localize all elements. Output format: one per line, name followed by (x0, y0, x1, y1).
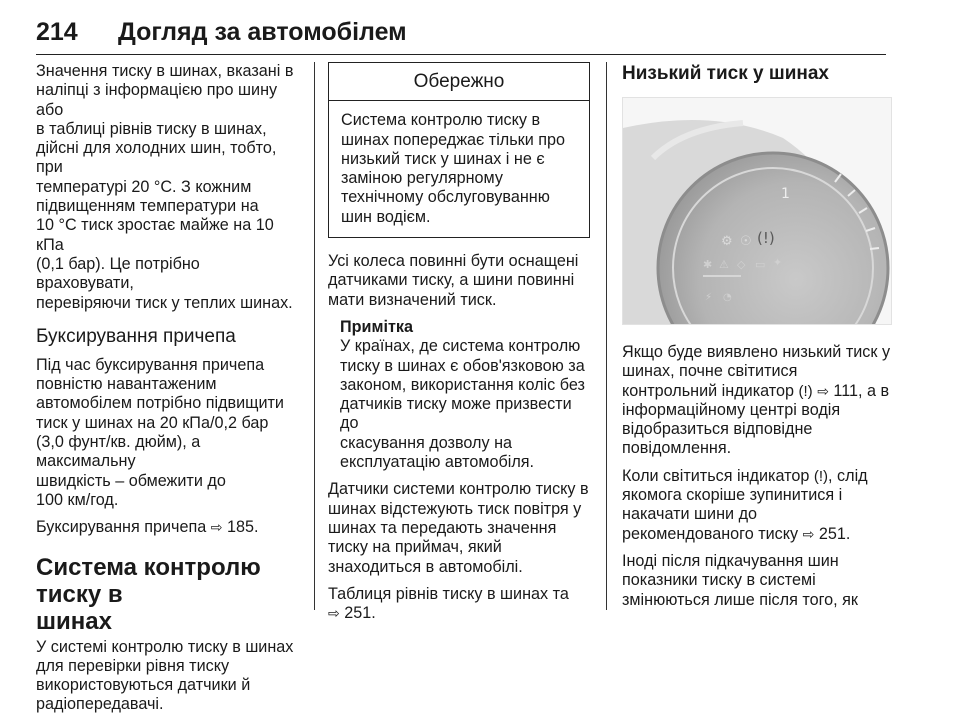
page-number: 214 (36, 18, 78, 46)
svg-text:(!): (!) (757, 229, 775, 247)
warning-box (328, 62, 590, 238)
header-divider (36, 54, 886, 55)
note-text: У країнах, де система контролю тиску в шинах є обов'язковою за законом, використання коліс без датчиків тиску може призвести до скасування дозволу на експлуатацію автомобіля. (340, 337, 585, 472)
reference-arrow-icon: ⇨ (328, 605, 340, 622)
tpms-intro-paragraph: У системі контролю тиску в шинах для перевірки рівня тиску використовуються датчики й радіопередавачі. (36, 637, 294, 714)
page-header (36, 10, 886, 46)
pressure-reference-page[interactable]: 251. (818, 524, 851, 543)
towing-paragraph: Під час буксирування причепа повністю навантаженим автомобілем потрібно підвищити тиск у шинах на 20 кПа/0,2 бар (3,0 фунт/кв. дюйм), а максимальну швидкість – обмежити до 100 км/год. (36, 355, 284, 509)
low-pressure-text: Якщо буде виявлено низький тиск у шинах, почне світитися контрольний індикатор (622, 343, 891, 400)
towing-reference-page[interactable]: 185. (227, 518, 259, 537)
reference-arrow-icon: ⇨ (210, 519, 223, 536)
note-title: Примітка (340, 317, 413, 336)
towing-heading: Буксирування причепа (36, 325, 236, 347)
towing-reference (36, 518, 302, 537)
instrument-cluster-illustration (623, 98, 891, 324)
svg-text:⚡: ⚡ (705, 292, 713, 303)
table-reference-text: Таблиця рівнів тиску в шинах та (328, 584, 569, 603)
tire-pressure-warning-icon: (!) (798, 382, 813, 400)
page-title: Догляд за автомобілем (118, 18, 407, 46)
tire-pressure-warning-icon: (!) (813, 467, 829, 485)
svg-text:◇: ◇ (737, 258, 746, 271)
indicator-lit-paragraph (622, 467, 892, 544)
reference-arrow-icon: ⇨ (817, 382, 829, 399)
after-inflation-paragraph: Іноді після підкачування шин показники тиску в системі змінюються лише після того, як (622, 551, 858, 609)
sensors-monitor-paragraph: Датчики системи контролю тиску в шинах відстежують тиск повітря у шинах та передають значення тиску на приймач, який знаходиться в автомобілі. (328, 480, 589, 576)
driver-info-text: інформаційному центрі водія відобразиться відповідне повідомлення. (622, 400, 841, 458)
svg-text:1: 1 (781, 186, 790, 202)
svg-text:▭: ▭ (755, 258, 766, 271)
sensors-paragraph: Усі колеса повинні бути оснащені датчиками тиску, а шини повинні мати визначений тиск. (328, 252, 579, 309)
table-reference (328, 585, 590, 624)
column-middle (328, 62, 590, 623)
column-divider-1 (314, 62, 315, 610)
tire-pressure-paragraph: Значення тиску в шинах, вказані в наліпці з інформацією про шину або в таблиці рівнів тиску в шинах, дійсні для холодних шин, тобто, при температурі 20 °C. З кожним підвищенням температури на 10 °C тиск зростає майже на 10 кПа (0,1 бар). Це потрібно враховувати, перевіряючи тиск у теплих шинах. (36, 62, 294, 312)
inflate-text: , слід якомога скоріше зупинитися і накачати шини до рекомендованого тиску (622, 466, 868, 543)
note-block (328, 318, 590, 472)
svg-text:⚠: ⚠ (719, 258, 729, 271)
column-divider-2 (606, 62, 607, 610)
svg-text:⚙: ⚙ (721, 234, 733, 249)
tpms-section-heading: Система контролю тиску в шинах (36, 553, 261, 635)
low-pressure-heading: Низький тиск у шинах (622, 63, 829, 84)
column-right (622, 62, 892, 610)
warning-title: Обережно (329, 63, 589, 101)
towing-reference-text: Буксирування причепа (36, 518, 207, 537)
low-pressure-paragraph (622, 343, 892, 459)
svg-text:☉: ☉ (740, 234, 752, 249)
table-reference-page[interactable]: 251. (344, 604, 376, 623)
indicator-reference-page[interactable]: 111, а в (833, 381, 890, 400)
reference-arrow-icon: ⇨ (802, 525, 815, 542)
svg-text:✦: ✦ (773, 256, 783, 269)
svg-text:✱: ✱ (703, 258, 713, 271)
instrument-cluster-figure (622, 97, 892, 325)
warning-text: Система контролю тиску в шинах попереджає тільки про низький тиск у шинах і не є заміною регулярному технічному обслуговуванню шин водієм. (341, 111, 566, 226)
column-left (36, 62, 302, 715)
svg-text:◔: ◔ (723, 292, 732, 303)
indicator-lit-text: Коли світиться індикатор (622, 466, 810, 485)
